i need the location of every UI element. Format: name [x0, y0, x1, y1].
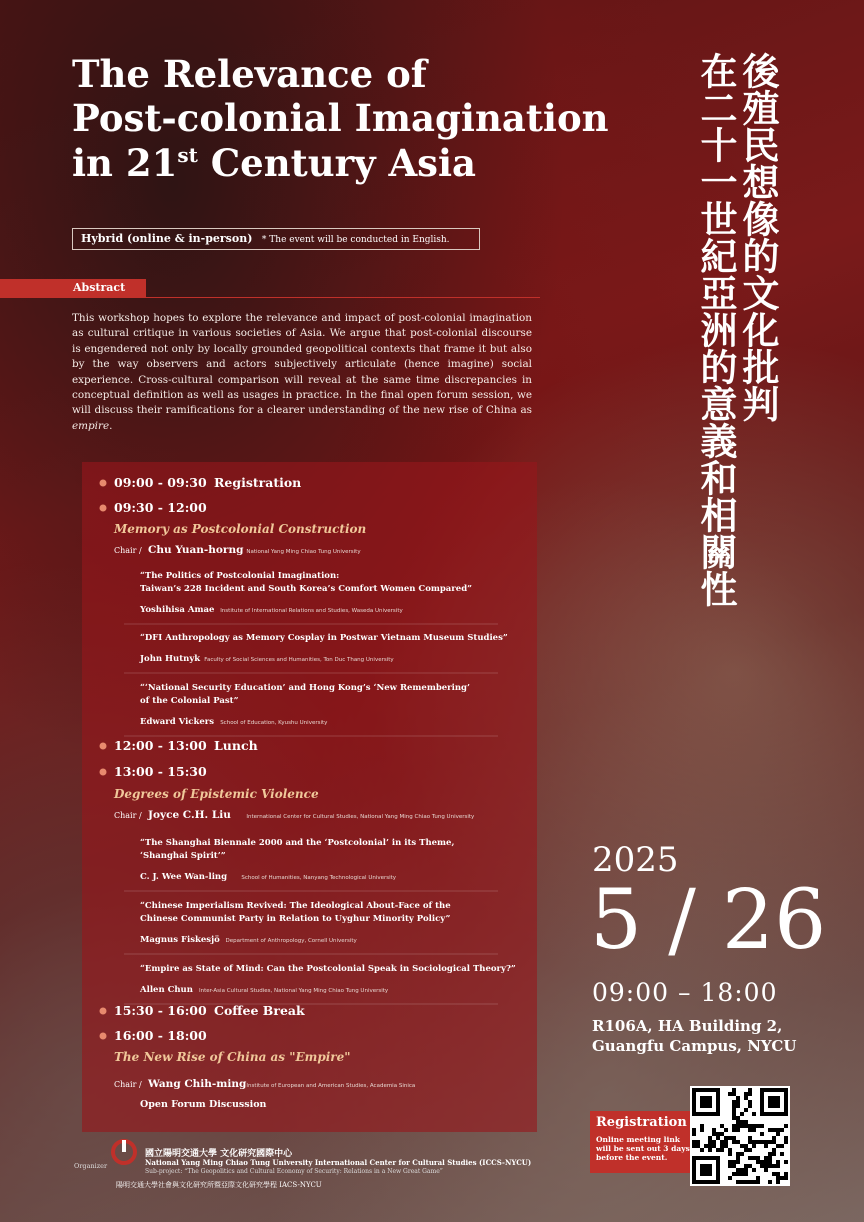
- qr-module: [744, 1108, 748, 1112]
- qr-module: [692, 1140, 696, 1144]
- qr-module: [732, 1092, 736, 1096]
- qr-module: [736, 1116, 740, 1120]
- qr-module: [716, 1136, 720, 1140]
- abstract-text: [72, 311, 532, 434]
- qr-module: [756, 1160, 760, 1164]
- title-line-3-post: Century Asia: [197, 140, 477, 185]
- qr-module: [756, 1124, 760, 1128]
- chair-name: Joyce C.H. Liu: [148, 809, 231, 821]
- qr-module: [780, 1144, 784, 1148]
- qr-module: [736, 1156, 740, 1160]
- qr-module: [748, 1164, 752, 1168]
- qr-module: [748, 1128, 752, 1132]
- qr-module: [708, 1148, 712, 1152]
- qr-module: [748, 1148, 752, 1152]
- schedule-label: Coffee Break: [214, 1003, 305, 1018]
- qr-module: [748, 1140, 752, 1144]
- qr-module: [740, 1144, 744, 1148]
- qr-module: [784, 1124, 788, 1128]
- qr-module: [752, 1144, 756, 1148]
- poster-title: [72, 52, 632, 185]
- title-line-3: [72, 141, 632, 185]
- qr-module: [752, 1128, 756, 1132]
- session-title: Memory as Postcolonial Construction: [114, 522, 367, 536]
- qr-module: [780, 1128, 784, 1132]
- venue-line-1: R106A, HA Building 2,: [592, 1017, 783, 1035]
- qr-module: [748, 1088, 752, 1092]
- qr-module: [756, 1180, 760, 1184]
- talk-affiliation: School of Humanities, Nanyang Technological University: [241, 875, 397, 881]
- talk-affiliation: School of Education, Kyushu University: [220, 720, 328, 726]
- qr-module: [752, 1168, 756, 1172]
- talk-title-line: ‘Shanghai Spirit’”: [140, 851, 226, 861]
- qr-module: [720, 1144, 724, 1148]
- qr-module: [732, 1088, 736, 1092]
- qr-module: [764, 1156, 768, 1160]
- qr-module: [716, 1148, 720, 1152]
- qr-module: [740, 1172, 744, 1176]
- qr-module: [728, 1164, 732, 1168]
- qr-module: [736, 1128, 740, 1132]
- qr-module: [776, 1128, 780, 1132]
- qr-module: [712, 1132, 716, 1136]
- abstract-heading: Abstract: [73, 281, 126, 294]
- format-badge: [72, 228, 480, 250]
- qr-module: [744, 1180, 748, 1184]
- qr-module: [756, 1140, 760, 1144]
- qr-module: [724, 1140, 728, 1144]
- qr-module: [736, 1120, 740, 1124]
- qr-module: [708, 1136, 712, 1140]
- qr-module: [732, 1124, 736, 1128]
- qr-module: [712, 1140, 716, 1144]
- talk-title-line: “‘National Security Education’ and Hong Kong’s ‘New Remembering’: [140, 683, 470, 693]
- qr-module: [732, 1112, 736, 1116]
- university-logo-icon: [110, 1138, 138, 1166]
- qr-module: [780, 1176, 784, 1180]
- talk-speaker: Yoshihisa Amae: [140, 605, 215, 615]
- qr-module: [736, 1160, 740, 1164]
- talk-title-line: “DFI Anthropology as Memory Cosplay in Postwar Vietnam Museum Studies”: [140, 633, 508, 643]
- qr-module: [744, 1148, 748, 1152]
- schedule-time: 09:30 - 12:00: [114, 500, 207, 515]
- qr-module: [772, 1152, 776, 1156]
- qr-module: [744, 1120, 748, 1124]
- qr-module: [756, 1176, 760, 1180]
- talk-title-line: Taiwan’s 228 Incident and South Korea’s Comfort Women Compared”: [140, 584, 473, 594]
- qr-module: [744, 1124, 748, 1128]
- qr-module: [752, 1180, 756, 1184]
- qr-module: [740, 1168, 744, 1172]
- qr-module: [708, 1140, 712, 1144]
- qr-module: [768, 1152, 772, 1156]
- qr-module: [776, 1180, 780, 1184]
- qr-module: [720, 1132, 724, 1136]
- talk-affiliation: Inter-Asia Cultural Studies, National Yang Ming Chiao Tung University: [199, 988, 389, 994]
- qr-module: [736, 1172, 740, 1176]
- qr-module: [768, 1156, 772, 1160]
- venue: [592, 1016, 796, 1056]
- qr-module: [736, 1180, 740, 1184]
- qr-module: [736, 1140, 740, 1144]
- qr-module: [748, 1156, 752, 1160]
- open-forum: Open Forum Discussion: [140, 1099, 267, 1110]
- qr-module: [728, 1176, 732, 1180]
- qr-module: [748, 1100, 752, 1104]
- qr-module: [744, 1144, 748, 1148]
- qr-module: [752, 1112, 756, 1116]
- qr-module: [776, 1172, 780, 1176]
- schedule-time: 13:00 - 15:30: [114, 764, 207, 779]
- organizer-name-zh: 國立陽明交通大學 文化研究國際中心: [145, 1149, 293, 1159]
- qr-module: [772, 1148, 776, 1152]
- chinese-title-column-2: 在二十一世紀亞洲的意義和相關性: [694, 52, 737, 607]
- qr-module: [784, 1160, 788, 1164]
- qr-module: [772, 1172, 776, 1176]
- qr-module: [760, 1160, 764, 1164]
- title-line-3-pre: in 21: [72, 140, 178, 185]
- qr-module: [776, 1160, 780, 1164]
- qr-module: [752, 1124, 756, 1128]
- format-note: * The event will be conducted in English.: [261, 235, 450, 245]
- qr-module: [696, 1144, 700, 1148]
- co-organizer: 陽明交通大學社會與文化研究所暨亞際文化研究學程 IACS-NYCU: [116, 1181, 322, 1189]
- qr-module: [732, 1108, 736, 1112]
- schedule-time: 12:00 - 13:00: [114, 738, 207, 753]
- qr-module: [772, 1128, 776, 1132]
- qr-module: [760, 1132, 764, 1136]
- qr-module: [728, 1152, 732, 1156]
- qr-module: [764, 1168, 768, 1172]
- qr-module: [736, 1100, 740, 1104]
- title-line-1: The Relevance of: [72, 52, 427, 96]
- qr-module: [692, 1128, 696, 1132]
- qr-module: [748, 1104, 752, 1108]
- schedule-time: 15:30 - 16:00: [114, 1003, 207, 1018]
- qr-module: [768, 1140, 772, 1144]
- qr-module: [732, 1140, 736, 1144]
- abstract-divider: [0, 297, 540, 298]
- qr-module: [784, 1136, 788, 1140]
- session-title: The New Rise of China as "Empire": [114, 1050, 351, 1064]
- qr-module: [772, 1140, 776, 1144]
- talk-title-line: “The Politics of Postcolonial Imagination:: [140, 571, 340, 581]
- schedule-label: Registration: [214, 475, 302, 490]
- talk-affiliation: Department of Anthropology, Cornell University: [225, 938, 357, 944]
- venue-line-2: Guangfu Campus, NYCU: [592, 1037, 797, 1055]
- registration-title: Registration: [596, 1115, 687, 1130]
- qr-module: [776, 1132, 780, 1136]
- qr-module: [700, 1128, 704, 1132]
- qr-module: [776, 1144, 780, 1148]
- qr-module: [720, 1148, 724, 1152]
- title-line-2: Post-colonial Imagination: [72, 96, 609, 141]
- qr-module: [772, 1164, 776, 1168]
- schedule-time: 09:00 - 09:30: [114, 475, 207, 490]
- title-line-3-sup: st: [177, 142, 198, 167]
- qr-module: [768, 1128, 772, 1132]
- qr-module: [696, 1140, 700, 1144]
- qr-finder: [700, 1096, 712, 1108]
- qr-module: [740, 1124, 744, 1128]
- qr-module: [764, 1140, 768, 1144]
- qr-module: [748, 1136, 752, 1140]
- event-date: 5 / 26: [590, 873, 827, 968]
- qr-module: [724, 1136, 728, 1140]
- chinese-title-column-1: 後殖民想像的文化批判: [736, 52, 779, 422]
- qr-module: [772, 1136, 776, 1140]
- qr-module: [704, 1144, 708, 1148]
- qr-module: [748, 1124, 752, 1128]
- qr-module: [760, 1140, 764, 1144]
- qr-module: [764, 1144, 768, 1148]
- qr-module: [732, 1164, 736, 1168]
- qr-module: [748, 1180, 752, 1184]
- qr-module: [716, 1132, 720, 1136]
- abstract-text-italic: empire: [72, 419, 110, 432]
- schedule-time: 16:00 - 18:00: [114, 1028, 207, 1043]
- chair-name: Chu Yuan-horng: [148, 544, 244, 556]
- chair-prefix: Chair /: [114, 1080, 142, 1089]
- organizer-label: Organizer: [74, 1162, 108, 1170]
- registration-box: [590, 1111, 690, 1173]
- organizer-name-en: National Yang Ming Chiao Tung University International Center for Cultural Studies (ICCS-NYCU): [145, 1158, 532, 1167]
- chair-affiliation: Institute of European and American Studies, Academia Sinica: [246, 1083, 416, 1089]
- qr-module: [740, 1120, 744, 1124]
- qr-module: [732, 1100, 736, 1104]
- qr-module: [692, 1144, 696, 1148]
- talk-title-line: Chinese Communist Party in Relation to Uyghur Minority Policy”: [140, 914, 451, 924]
- qr-module: [728, 1136, 732, 1140]
- qr-module: [732, 1104, 736, 1108]
- abstract-text-end: .: [109, 419, 113, 432]
- qr-module: [744, 1092, 748, 1096]
- qr-module: [740, 1152, 744, 1156]
- qr-module: [740, 1180, 744, 1184]
- chair-name: Wang Chih-ming: [148, 1078, 247, 1090]
- qr-module: [780, 1152, 784, 1156]
- qr-module: [752, 1156, 756, 1160]
- qr-module: [728, 1148, 732, 1152]
- abstract-heading-bar: [0, 279, 146, 297]
- qr-module: [728, 1092, 732, 1096]
- schedule-panel: [82, 462, 537, 1132]
- chair-prefix: Chair /: [114, 811, 142, 820]
- talk-speaker: Magnus Fiskesjö: [140, 935, 220, 945]
- format-label: Hybrid (online & in-person): [81, 232, 253, 245]
- qr-module: [776, 1164, 780, 1168]
- qr-module: [732, 1128, 736, 1132]
- talk-title-line: of the Colonial Past”: [140, 696, 239, 706]
- qr-module: [712, 1144, 716, 1148]
- talk-speaker: Edward Vickers: [140, 717, 215, 727]
- qr-module: [700, 1124, 704, 1128]
- chair-affiliation: International Center for Cultural Studies, National Yang Ming Chiao Tung University: [246, 814, 475, 820]
- qr-module: [736, 1104, 740, 1108]
- qr-module: [744, 1172, 748, 1176]
- qr-module: [760, 1164, 764, 1168]
- abstract-text-main: This workshop hopes to explore the relevance and impact of post-colonial imagination as cultural critique in various societies of Asia. We argue that post-colonial discourse is engendered not only by locally grounded geopolitical contexts that frame it but also by the way observers and actors subjectively articulate (hence imagine) social experience. Cross-cultural comparison will reveal at the same time discrepancies in conceptual definition as well as usages in practice. In the final open forum session, we will discuss their ramifications for a clearer understanding of the new rise of China as: [72, 312, 532, 417]
- qr-module: [736, 1168, 740, 1172]
- qr-module: [756, 1156, 760, 1160]
- qr-module: [784, 1140, 788, 1144]
- qr-module: [712, 1128, 716, 1132]
- session-title: Degrees of Epistemic Violence: [114, 787, 319, 801]
- talk-title-line: “The Shanghai Biennale 2000 and the ‘Postcolonial’ in its Theme,: [140, 838, 455, 848]
- qr-module: [736, 1124, 740, 1128]
- qr-module: [692, 1132, 696, 1136]
- chair-affiliation: National Yang Ming Chiao Tung University: [246, 549, 361, 555]
- qr-module: [720, 1124, 724, 1128]
- qr-module: [732, 1172, 736, 1176]
- qr-module: [700, 1148, 704, 1152]
- qr-module: [748, 1092, 752, 1096]
- qr-module: [752, 1140, 756, 1144]
- qr-module: [736, 1096, 740, 1100]
- talk-title-line: “Empire as State of Mind: Can the Postcolonial Speak in Sociological Theory?”: [140, 964, 516, 974]
- talk-affiliation: Faculty of Social Sciences and Humanities, Ton Duc Thang University: [204, 657, 394, 663]
- qr-module: [760, 1124, 764, 1128]
- talk-title-line: “Chinese Imperialism Revived: The Ideological About-Face of the: [140, 901, 451, 911]
- qr-module: [732, 1116, 736, 1120]
- qr-module: [724, 1128, 728, 1132]
- talk-affiliation: Institute of International Relations and Studies, Waseda University: [220, 608, 403, 614]
- talk-speaker: Allen Chun: [140, 985, 193, 995]
- qr-module: [764, 1164, 768, 1168]
- event-year: 2025: [592, 840, 679, 880]
- qr-module: [724, 1144, 728, 1148]
- qr-finder: [700, 1164, 712, 1176]
- qr-module: [764, 1160, 768, 1164]
- qr-module: [744, 1168, 748, 1172]
- organizer-subproject: Sub-project: “The Geopolitics and Cultural Economy of Security: Relations in a New Great Game”: [145, 1168, 443, 1175]
- qr-module: [732, 1136, 736, 1140]
- talk-speaker: John Hutnyk: [140, 654, 201, 664]
- chair-prefix: Chair /: [114, 546, 142, 555]
- qr-module: [776, 1176, 780, 1180]
- qr-module: [736, 1152, 740, 1156]
- qr-module: [784, 1176, 788, 1180]
- qr-module: [720, 1140, 724, 1144]
- qr-module: [744, 1096, 748, 1100]
- registration-text: Online meeting link will be sent out 3 days before the event.: [596, 1135, 690, 1162]
- qr-module: [768, 1160, 772, 1164]
- qr-module: [784, 1172, 788, 1176]
- event-time: 09:00 – 18:00: [592, 978, 778, 1007]
- qr-module: [732, 1160, 736, 1164]
- qr-module: [768, 1180, 772, 1184]
- qr-module: [728, 1160, 732, 1164]
- qr-finder: [768, 1096, 780, 1108]
- schedule-label: Lunch: [214, 738, 258, 753]
- qr-module: [740, 1112, 744, 1116]
- registration-qr-code[interactable]: [690, 1086, 790, 1186]
- qr-module: [744, 1164, 748, 1168]
- talk-speaker: C. J. Wee Wan-ling: [140, 872, 228, 882]
- qr-module: [708, 1144, 712, 1148]
- qr-module: [768, 1164, 772, 1168]
